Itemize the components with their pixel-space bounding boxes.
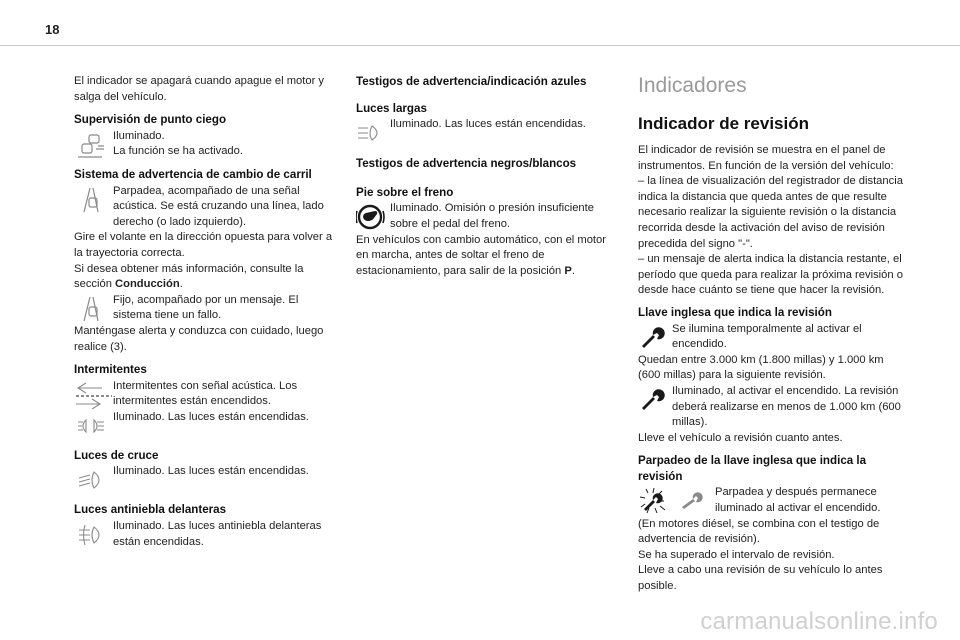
sidelights-icon bbox=[76, 412, 106, 438]
spanner-action-text: Lleve el vehículo a revisión cuanto antes. bbox=[638, 431, 843, 444]
blind-spot-heading: Supervisión de punto ciego bbox=[74, 113, 227, 127]
blind-spot-icon bbox=[76, 131, 106, 157]
spanner-exceeded-text: Se ha superado el intervalo de revisión. bbox=[638, 548, 835, 561]
indicators-flash-text: Intermitentes con señal acústica. Los intermitentes están encendidos. bbox=[113, 379, 298, 408]
service-intro: El indicador de revisión se muestra en el panel de instrumentos. En función de la versión del vehículo: bbox=[638, 144, 894, 172]
brake-auto-end: . bbox=[571, 264, 575, 277]
dipped-beam-text: Iluminado. Las luces están encendidas. bbox=[113, 465, 309, 478]
spanner-flash-row bbox=[638, 485, 908, 516]
lane-steer-text: Gire el volante en la dirección opuesta para volver a la trayectoria correcta. bbox=[74, 231, 333, 259]
lane-more-text: Si desea obtener más información, consulte la sección bbox=[74, 262, 304, 291]
dipped-beam-icon bbox=[76, 466, 106, 492]
blind-spot-line-1: Iluminado. bbox=[113, 129, 165, 142]
lane-more-link[interactable]: Conducción bbox=[115, 278, 180, 291]
lane-departure-icon bbox=[76, 186, 106, 212]
header-divider bbox=[0, 45, 960, 46]
front-fog-row bbox=[74, 519, 338, 550]
front-fog-heading: Luces antiniebla delanteras bbox=[74, 503, 227, 517]
blind-spot-row bbox=[74, 129, 338, 160]
page-number: 18 bbox=[45, 22, 60, 37]
blue-lamps-heading: Testigos de advertencia/indicación azules bbox=[356, 75, 587, 88]
spanner-temp-row bbox=[638, 322, 908, 353]
brake-pedal-row bbox=[356, 201, 618, 232]
lane-flash-row bbox=[74, 184, 338, 231]
lane-departure-heading: Sistema de advertencia de cambio de carril bbox=[74, 167, 312, 181]
main-beam-text: Iluminado. Las luces están encendidas. bbox=[390, 118, 586, 131]
indicators-lit-row bbox=[74, 410, 338, 441]
indicators-lit-text: Iluminado. Las luces están encendidas. bbox=[113, 410, 309, 423]
front-fog-icon bbox=[76, 521, 106, 547]
brake-auto-main: En vehículos con cambio automático, con el motor en marcha, antes de soltar el freno de estacionamiento, para salir de la posición bbox=[356, 233, 606, 277]
spanner-icon bbox=[638, 324, 668, 350]
front-fog-text: Iluminado. Las luces antiniebla delanteras están encendidas. bbox=[113, 520, 322, 548]
dipped-beam-heading: Luces de cruce bbox=[74, 448, 159, 462]
blind-spot-line-2: La función se ha activado. bbox=[113, 145, 243, 158]
flashing-spanner-icon bbox=[638, 487, 710, 513]
foot-on-brake-icon bbox=[356, 203, 386, 229]
main-beam-heading: Luces largas bbox=[356, 101, 427, 115]
lane-fixed-text: Fijo, acompañado por un mensaje. El sistema tiene un fallo. bbox=[113, 293, 299, 322]
spanner-flash-action-text: Lleve a cabo una revisión de su vehículo lo antes posible. bbox=[638, 564, 883, 593]
lane-fixed-row bbox=[74, 293, 338, 324]
spanner-lit-icon bbox=[638, 386, 668, 412]
brake-pedal-heading: Pie sobre el freno bbox=[356, 185, 454, 199]
indicators-heading: Intermitentes bbox=[74, 363, 147, 377]
dipped-beam-row bbox=[74, 464, 338, 495]
watermark: carmanualsonline.info bbox=[700, 608, 938, 635]
column-left bbox=[74, 74, 338, 550]
lane-fault-icon bbox=[76, 295, 106, 321]
spanner-temp-text: Se ilumina temporalmente al activar el encendido. bbox=[672, 322, 862, 351]
spanner-remaining-text: Quedan entre 3.000 km (1.800 millas) y 1.000 km (600 millas) para la siguiente revisión. bbox=[638, 353, 884, 382]
brake-auto-position: P bbox=[564, 264, 572, 277]
column-right bbox=[638, 74, 908, 595]
lane-flash-text: Parpadea, acompañado de una señal acústica. Se está cruzando una línea, lado derecho (o lado izquierdo). bbox=[113, 184, 324, 228]
lane-caution-text: Manténgase alerta y conduzca con cuidado, luego realice (3). bbox=[74, 324, 324, 353]
spanner-flash-text: Parpadea y después permanece iluminado al activar el encendido. bbox=[715, 486, 881, 515]
spanner-lit-row bbox=[638, 384, 908, 431]
section-title: Indicadores bbox=[638, 74, 747, 97]
lane-more-info bbox=[74, 262, 338, 293]
spanner-lit-text: Iluminado, al activar el encendido. La revisión deberá realizarse en menos de 1.000 km (600 millas). bbox=[672, 384, 901, 429]
service-item-1: – la línea de visualización del registrador de distancia indica la distancia que queda antes de que resulte necesario realizar la siguiente revisión o la distancia recorrida desde la activación del aviso de revisión precedida del signo "-". bbox=[638, 175, 903, 250]
turn-signal-arrows-icon bbox=[76, 381, 106, 407]
spanner-diesel-text: (En motores diésel, se combina con el testigo de advertencia de revisión). bbox=[638, 517, 880, 546]
service-indicator-title: Indicador de revisión bbox=[638, 114, 809, 133]
black-white-heading: Testigos de advertencia negros/blancos bbox=[356, 157, 577, 171]
indicators-flash-row bbox=[74, 379, 338, 410]
main-beam-icon bbox=[356, 119, 386, 145]
spanner-heading: Llave inglesa que indica la revisión bbox=[638, 305, 832, 319]
service-item-2: – un mensaje de alerta indica la distancia restante, el período que queda para realizar la próxima revisión o desde hace cuánto se tiene que hacer la revisión. bbox=[638, 253, 903, 297]
main-beam-row bbox=[356, 117, 618, 148]
lane-more-end: . bbox=[179, 278, 183, 291]
brake-auto-text bbox=[356, 233, 618, 280]
intro-paragraph: El indicador se apagará cuando apague el motor y salga del vehículo. bbox=[74, 75, 325, 103]
brake-pedal-text: Iluminado. Omisión o presión insuficiente sobre el pedal del freno. bbox=[390, 202, 594, 230]
column-middle bbox=[356, 74, 618, 279]
spanner-flash-heading: Parpadeo de la llave inglesa que indica la revisión bbox=[638, 454, 867, 483]
